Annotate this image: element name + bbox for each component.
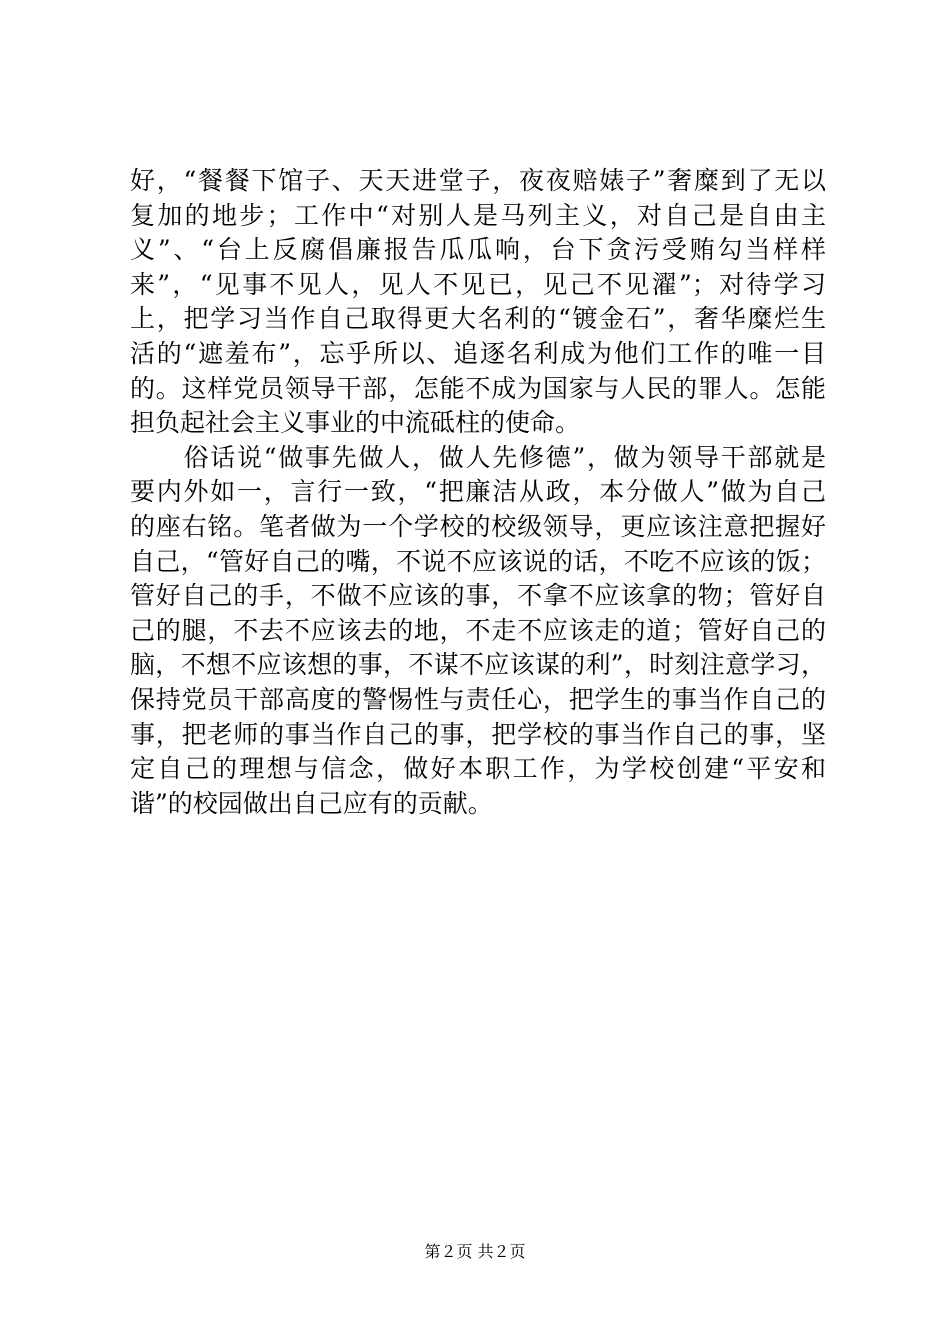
text-line: 活的“遮羞布”，忘乎所以、追逐名利成为他们工作的唯一目 <box>130 338 826 368</box>
text-line: 义”、“台上反腐倡廉报告瓜瓜响，台下贪污受贿勾当样样 <box>130 235 826 265</box>
text-line: 好，“餐餐下馆子、天天进堂子，夜夜赔婊子”奢糜到了无以 <box>130 166 826 195</box>
text-line: 管好自己的手，不做不应该的事，不拿不应该拿的物；管好自 <box>130 581 826 611</box>
text-line: 的座右铭。笔者做为一个学校的校级领导，更应该注意把握好 <box>130 511 826 541</box>
text-line: 要内外如一，言行一致，“把廉洁从政，本分做人”做为自己 <box>130 477 826 507</box>
text-line: 定自己的理想与信念，做好本职工作，为学校创建“平安和 <box>130 754 826 784</box>
text-line: 俗话说“做事先做人，做人先修德”，做为领导干部就是 <box>130 442 826 472</box>
paragraph-1 <box>130 164 826 441</box>
text-line: 脑，不想不应该想的事，不谋不应该谋的利”，时刻注意学习， <box>130 650 826 680</box>
text-line: 自己，“管好自己的嘴，不说不应该说的话，不吃不应该的饭； <box>130 546 826 576</box>
text-line: 事，把老师的事当作自己的事，把学校的事当作自己的事，坚 <box>130 719 826 749</box>
paragraph-2 <box>130 441 826 822</box>
text-line: 担负起社会主义事业的中流砥柱的使命。 <box>130 408 581 438</box>
text-line: 己的腿，不去不应该去的地，不走不应该走的道；管好自己的 <box>130 615 826 645</box>
text-line: 的。这样党员领导干部，怎能不成为国家与人民的罪人。怎能 <box>130 373 826 403</box>
body-text <box>130 164 826 821</box>
text-line: 谐”的校园做出自己应有的贡献。 <box>130 788 493 818</box>
page-footer: 第２页 共２页 <box>424 1242 526 1261</box>
text-line: 保持党员干部高度的警惕性与责任心，把学生的事当作自己的 <box>130 684 826 714</box>
text-line: 上，把学习当作自己取得更大名利的“镀金石”，奢华糜烂生 <box>130 304 826 334</box>
text-line: 来”，“见事不见人，见人不见已，见己不见濯”；对待学习 <box>130 269 826 299</box>
text-line: 复加的地步；工作中“对别人是马列主义，对自己是自由主 <box>130 200 826 230</box>
